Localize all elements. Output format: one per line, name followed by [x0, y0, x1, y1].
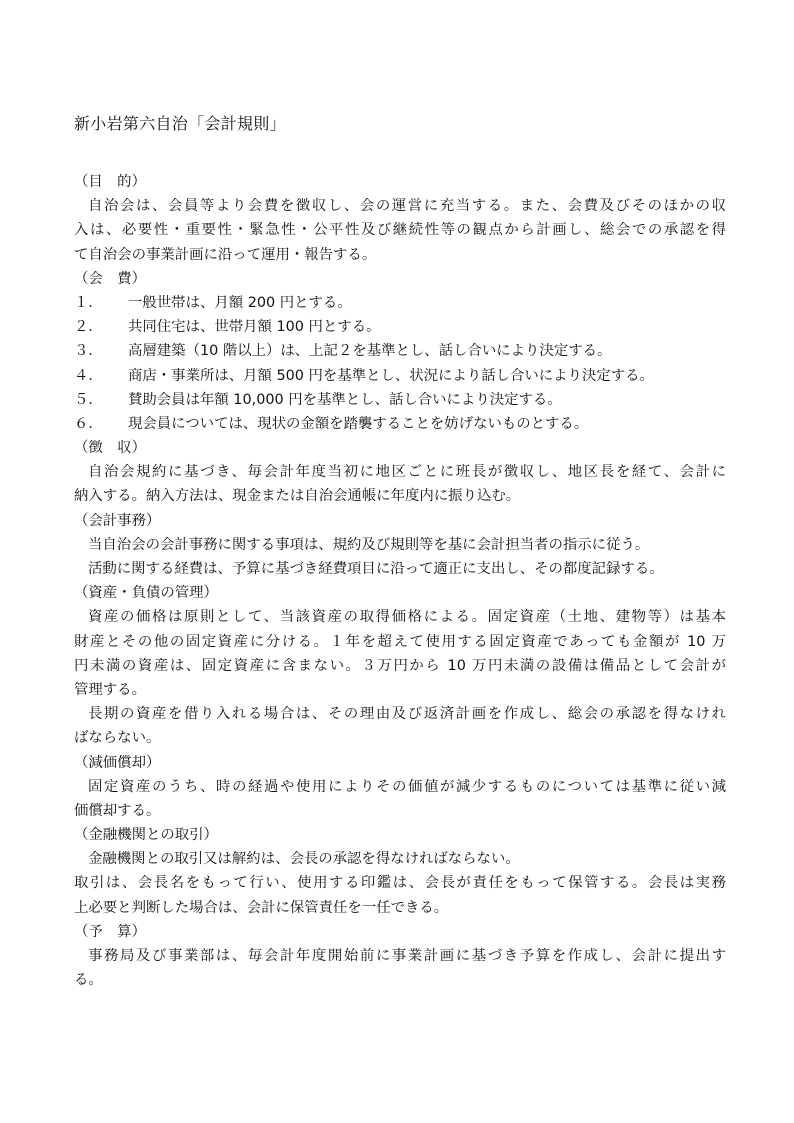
paragraph-line: ばならない。 — [74, 730, 161, 747]
section-heading: （金融機関との取引） — [74, 827, 218, 844]
item-number: ４． — [74, 367, 103, 384]
paragraph-line: 上必要と判断した場合は、会計に保管責任を一任できる。 — [74, 899, 449, 916]
paragraph-line: 価償却する。 — [74, 802, 161, 819]
paragraph-line: 当自治会の会計事務に関する事項は、規約及び規則等を基に会計担当者の指示に従う。 — [88, 536, 650, 553]
section-heading: （会 費） — [74, 270, 146, 287]
item-text: 高層建築（10 階以上）は、上記２を基準とし、話し合いにより決定する。 — [128, 343, 612, 360]
document-body — [74, 170, 726, 992]
item-number: ６． — [74, 415, 103, 432]
item-text: 共同住宅は、世帯月額 100 円とする。 — [128, 319, 381, 336]
paragraph-line: 固定資産のうち、時の経過や使用によりその価値が減少するものについては基準に従い減 — [88, 778, 726, 795]
section-heading: （減価償却） — [74, 754, 161, 771]
numbered-item — [74, 339, 726, 363]
item-number: ５． — [74, 391, 103, 408]
numbered-item — [74, 364, 726, 388]
item-text: 一般世帯は、月額 200 円とする。 — [128, 294, 352, 311]
paragraph-line: 自治会は、会員等より会費を徴収し、会の運営に充当する。また、会費及びそのほかの収 — [88, 198, 726, 215]
paragraph-line: る。 — [74, 972, 103, 989]
paragraph-line: 財産とその他の固定資産に分ける。１年を超えて使用する固定資産であっても金額が 10 万 — [74, 633, 726, 650]
numbered-item — [74, 291, 726, 315]
item-text: 賛助会員は年額 10,000 円を基準とし、話し合いにより決定する。 — [128, 391, 562, 408]
paragraph-line: 資産の価格は原則として、当該資産の取得価格による。固定資産（土地、建物等）は基本 — [88, 609, 726, 626]
paragraph-line: 金融機関との取引又は解約は、会長の承認を得なければならない。 — [88, 851, 520, 868]
paragraph-line: 管理する。 — [74, 681, 146, 698]
numbered-item — [74, 412, 726, 436]
item-text: 現会員については、現状の金額を踏襲することを妨げないものとする。 — [128, 415, 589, 432]
section-heading: （徴 収） — [74, 440, 146, 457]
numbered-item — [74, 315, 726, 339]
paragraph-line: 納入する。納入方法は、現金または自治会通帳に年度内に振り込む。 — [74, 488, 521, 505]
item-number: ２． — [74, 319, 103, 336]
paragraph-line: 入は、必要性・重要性・緊急性・公平性及び継続性等の観点から計画し、総会での承認を得 — [74, 222, 726, 239]
paragraph-line: 円未満の資産は、固定資産に含まない。３万円から 10 万円未満の設備は備品として会計が — [74, 657, 726, 674]
section-heading: （予 算） — [74, 923, 146, 940]
paragraph-line: 事務局及び事業部は、毎会計年度開始前に事業計画に基づき予算を作成し、会計に提出す — [88, 948, 726, 964]
paragraph-line: 長期の資産を借り入れる場合は、その理由及び返済計画を作成し、総会の承認を得なけれ — [88, 706, 726, 723]
numbered-item — [74, 388, 726, 412]
section-heading: （会計事務） — [74, 512, 161, 529]
paragraph-line: 活動に関する経費は、予算に基づき経費項目に沿って適正に支出し、その都度記録する。 — [88, 561, 664, 577]
section-heading: （目 的） — [74, 174, 146, 190]
item-number: ３． — [74, 343, 103, 360]
paragraph-line: 自治会規約に基づき、毎会計年度当初に地区ごとに班長が徴収し、地区長を経て、会計に — [88, 464, 726, 481]
document-title: 新小岩第六自治「会計規則」 — [74, 114, 286, 133]
section-heading: （資産・負債の管理） — [74, 585, 218, 602]
paragraph-line: 取引は、会長名をもって行い、使用する印鑑は、会長が責任をもって保管する。会長は実務 — [74, 875, 726, 892]
item-text: 商店・事業所は、月額 500 円を基準とし、状況により話し合いにより決定する。 — [128, 367, 654, 384]
item-number: １． — [74, 294, 103, 311]
paragraph-line: て自治会の事業計画に沿って運用・報告する。 — [74, 246, 377, 263]
